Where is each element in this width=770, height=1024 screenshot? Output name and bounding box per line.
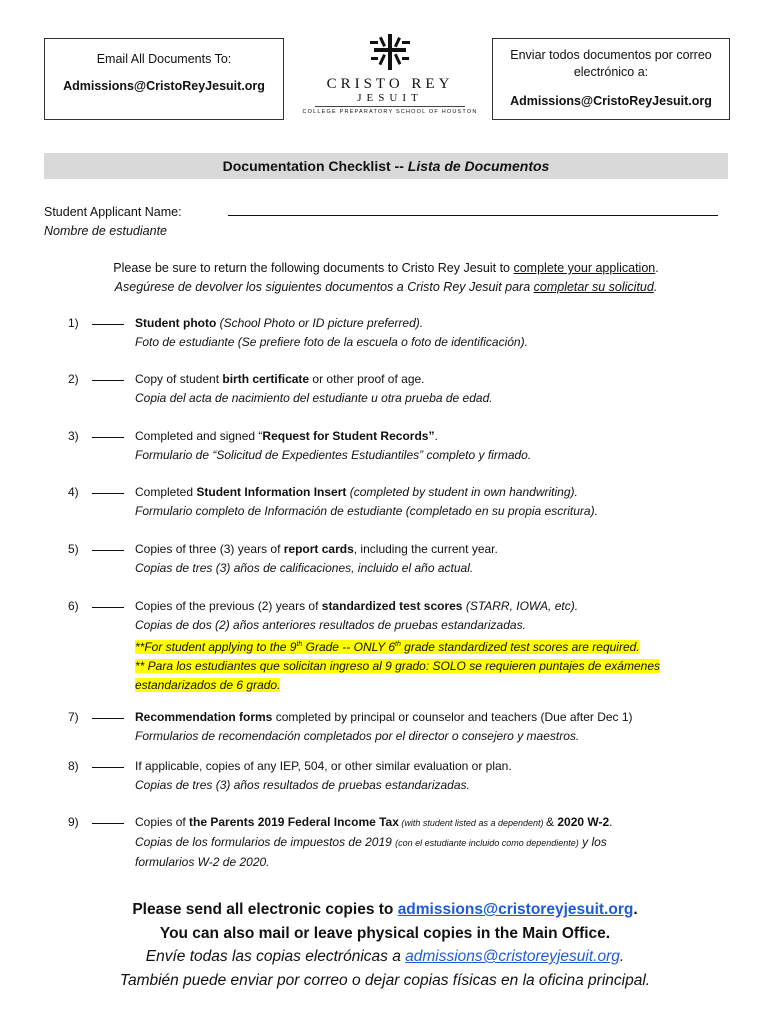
applicant-name-field[interactable] [228,215,718,216]
checkbox-line[interactable] [92,767,124,768]
applicant-name-label: Student Applicant Name: Nombre de estudiante [44,205,182,238]
intro-text: Please be sure to return the following documents to Cristo Rey Jesuit to complete your application. Asegúrese de devolver los siguientes documentos a Cristo Rey Jesuit para completar su solicitud. [113,261,659,294]
checkbox-line[interactable] [92,550,124,551]
checkbox-line[interactable] [92,437,124,438]
logo-subname: JESUIT [357,92,423,104]
footer-instructions: Please send all electronic copies to admissions@cristoreyjesuit.org. You can also mail or leave physical copies in the Main Office. Envíe todas las copias electrónicas a admissions@cristoreyjesuit.org. También puede enviar por correo o dejar copias físicas en la oficina principal. [119,901,651,989]
email-link-es[interactable]: admissions@cristoreyjesuit.org [405,948,620,965]
checkbox-line[interactable] [92,718,124,719]
checkbox-line[interactable] [92,607,124,608]
email-instruction-es: Enviar todos documentos por correo electrónico a: [510,48,712,79]
logo-name: CRISTO REY [326,76,454,92]
email-link[interactable]: admissions@cristoreyjesuit.org [397,901,634,918]
logo-tagline: COLLEGE PREPARATORY SCHOOL OF HOUSTON [302,109,478,115]
checkbox-line[interactable] [92,380,124,381]
email-address: Admissions@CristoReyJesuit.org [63,79,265,93]
email-instruction: Email All Documents To: [96,52,232,66]
checkbox-line[interactable] [92,493,124,494]
checkbox-line[interactable] [92,823,124,824]
email-box-spanish [492,38,730,120]
cross-emblem-icon [368,32,412,72]
school-logo [300,32,480,124]
checkbox-line[interactable] [92,324,124,325]
email-address-es: Admissions@CristoReyJesuit.org [510,94,712,108]
highlighted-note: **For student applying to the 9th Grade -- ONLY 6th grade standardized test scores are required. [135,640,640,654]
email-box-english [44,38,284,120]
page-title: Documentation Checklist -- Lista de Documentos [44,153,728,179]
